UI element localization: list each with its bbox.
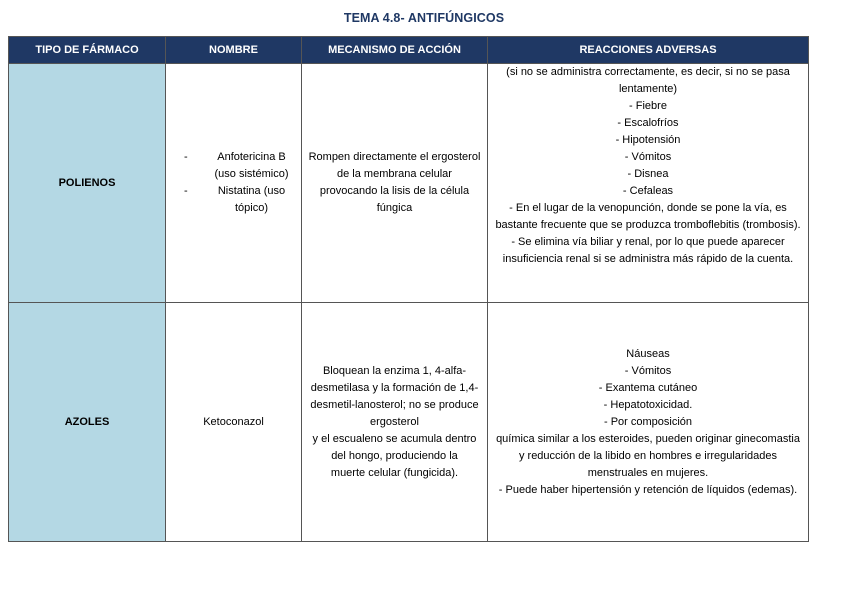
header-reacciones: REACCIONES ADVERSAS — [488, 37, 809, 64]
header-mecanismo: MECANISMO DE ACCIÓN — [302, 37, 488, 64]
adverse-line: menstruales en mujeres. — [587, 466, 709, 479]
adverse-line: - Vómitos — [624, 364, 672, 377]
table-row — [9, 303, 809, 542]
header-tipo: TIPO DE FÁRMACO — [9, 37, 166, 64]
adverse-line: - Por composición — [603, 415, 693, 428]
adverse-line: - Fiebre — [629, 100, 667, 112]
names-cell — [166, 64, 302, 303]
names-cell: Ketoconazol — [166, 303, 302, 542]
type-cell-azoles: AZOLES — [9, 303, 166, 542]
table-header-row — [9, 37, 809, 64]
mechanism-line: muerte celular (fungicida). — [330, 466, 459, 479]
header-nombre: NOMBRE — [166, 37, 302, 64]
page-title: TEMA 4.8- ANTIFÚNGICOS — [343, 11, 505, 25]
drug-name: - Nistatina (uso tópico) — [190, 183, 295, 217]
adverse-line: - En el lugar de la venopunción, donde se pone la vía, es bastante frecuente que se produzca tromboflebitis (trombosis). — [495, 202, 801, 231]
type-cell-polienos: POLIENOS — [9, 64, 166, 303]
adverse-line: - Hipotensión — [615, 134, 681, 146]
drug-list — [166, 149, 301, 217]
adverse-cell — [488, 303, 809, 542]
adverse-line: - Puede haber hipertensión y retención de líquidos (edemas). — [498, 483, 798, 496]
adverse-line: - Disnea — [627, 168, 669, 180]
adverse-line: - Hepatotoxicidad. — [603, 398, 693, 411]
mechanism-line: y el escualeno se acumula dentro del hongo, produciendo la — [312, 432, 477, 462]
adverse-cell — [488, 64, 809, 303]
antifungal-table — [8, 36, 809, 542]
adverse-line: - Cefaleas — [622, 185, 674, 197]
adverse-line: - Exantema cutáneo — [598, 381, 698, 394]
adverse-line: química similar a los esteroides, pueden originar ginecomastia y reducción de la libido en hombres e irregularidades — [496, 432, 800, 462]
adverse-line: Náuseas — [626, 347, 670, 360]
mechanism-cell — [302, 303, 488, 542]
mechanism-cell: Rompen directamente el ergosterol de la membrana celular provocando la lisis de la célula fúngica — [302, 64, 488, 303]
table-row — [9, 64, 809, 303]
adverse-line: - Vómitos — [624, 151, 672, 163]
drug-name: - Anfotericina B (uso sistémico) — [190, 149, 295, 183]
adverse-line: - Escalofríos — [617, 117, 679, 129]
adverse-line: - Se elimina vía biliar y renal, por lo que puede aparecer insuficiencia renal si se administra más rápido de la cuenta. — [502, 236, 794, 265]
adverse-line: (si no se administra correctamente, es decir, si no se pasa lentamente) — [506, 66, 790, 95]
mechanism-line: Bloquean la enzima 1, 4-alfa-desmetilasa y la formación de 1,4-desmetil-lanosterol; no se produce ergosterol — [310, 364, 479, 428]
